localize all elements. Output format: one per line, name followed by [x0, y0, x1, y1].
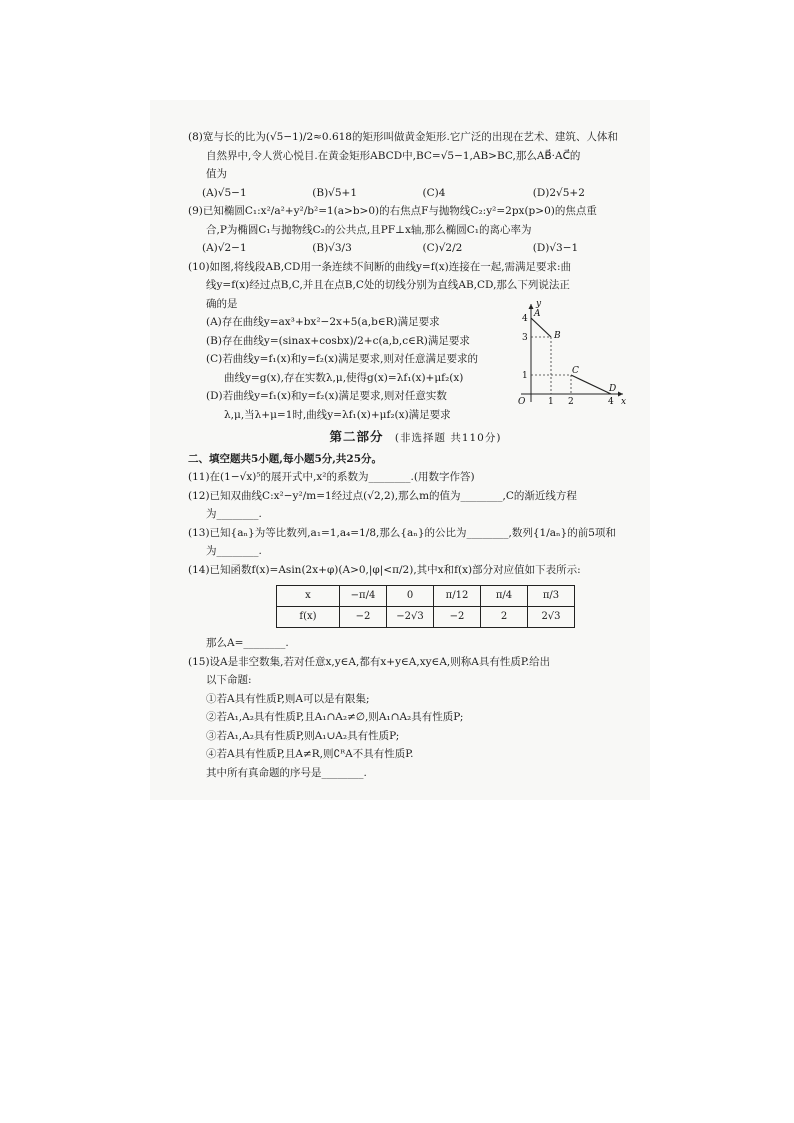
q15-item-2: ②若A₁,A₂具有性质P,且A₁∩A₂≠∅,则A₁∩A₂具有性质P;	[206, 711, 464, 723]
x-tick-2: 2	[568, 396, 574, 407]
question-8	[188, 128, 643, 202]
q10-option-c: (C)若曲线y=f₁(x)和y=f₂(x)满足要求,则对任意满足要求的	[206, 353, 478, 365]
q10-options	[188, 313, 488, 424]
q14-line: (14)已知函数f(x)=Asin(2x+φ)(A>0,|φ|<π/2),其中x和f(x)部分对应值如下表所示:	[188, 563, 581, 576]
table-cell: −2√3	[387, 607, 434, 628]
q9-option-b: (B)√3/3	[312, 242, 352, 254]
part-two-subtitle: (非选择题 共110分)	[394, 432, 502, 444]
table-cell: 2	[481, 607, 528, 628]
q8-option-a: (A)√5−1	[202, 186, 247, 199]
table-cell: 2√3	[528, 607, 575, 628]
q15-line-2: 以下命题:	[206, 674, 252, 686]
q10-line-1: (10)如图,将线段AB,CD用一条连续不间断的曲线y=f(x)连接在一起,需满足要求:曲	[188, 260, 572, 273]
q15-line-1: (15)设A是非空数集,若对任意x,y∈A,都有x+y∈A,xy∈A,则称A具有性质P.给出	[188, 655, 551, 668]
point-b-label: B	[554, 330, 561, 341]
table-row	[277, 607, 575, 628]
q8-line-1: (8)宽与长的比为(√5−1)/2≈0.618的矩形叫做黄金矩形.它广泛的出现在艺术、建筑、人体和	[188, 131, 618, 143]
question-10	[188, 258, 643, 425]
table-row	[277, 586, 575, 607]
q14-answer-line: 那么A=________.	[206, 637, 289, 649]
y-axis-arrow	[529, 304, 534, 309]
segment-cd	[571, 375, 611, 394]
point-a-label: A	[534, 308, 541, 319]
q13-line-2: 为________.	[206, 545, 262, 557]
q13-line-1: (13)已知{aₙ}为等比数列,a₁=1,a₄=1/8,那么{aₙ}的公比为________,数列{1/aₙ}的前5项和	[188, 526, 616, 539]
question-9	[188, 202, 643, 258]
q8-option-c: (C)4	[422, 186, 446, 199]
y-tick-4: 4	[522, 313, 528, 324]
q15-item-1: ①若A具有性质P,则A可以是有限集;	[206, 692, 370, 705]
question-13	[188, 524, 643, 561]
point-c-label: C	[572, 365, 579, 376]
q10-line-2: 线y=f(x)经过点B,C,并且在点B,C处的切线分别为直线AB,CD,那么下列说法正	[206, 279, 570, 291]
x-tick-4: 4	[608, 396, 614, 407]
q10-option-d-cont: λ,μ,当λ+μ=1时,曲线y=λf₁(x)+μf₂(x)满足要求	[224, 408, 451, 421]
table-cell: −2	[434, 607, 481, 628]
table-cell: 0	[387, 586, 434, 607]
exam-page	[188, 128, 643, 782]
q8-options	[188, 184, 643, 203]
table-cell: π/12	[434, 586, 481, 607]
q12-line-2: 为________.	[206, 508, 262, 520]
table-cell: π/4	[481, 586, 528, 607]
x-tick-1: 1	[548, 396, 554, 407]
q10-option-b: (B)存在曲线y=(sinax+cosbx)/2+c(a,b,c∈R)满足要求	[206, 334, 470, 347]
q10-graph	[513, 298, 628, 408]
q9-line-1: (9)已知椭圆C₁:x²/a²+y²/b²=1(a>b>0)的右焦点F与抛物线C₂:y²=2px(p>0)的焦点重	[188, 205, 597, 217]
question-14	[188, 561, 643, 653]
table-cell: −π/4	[340, 586, 387, 607]
q10-option-d: (D)若曲线y=f₁(x)和y=f₂(x)满足要求,则对任意实数	[206, 390, 447, 402]
q10-option-a: (A)存在曲线y=ax³+bx²−2x+5(a,b∈R)满足要求	[206, 316, 440, 328]
q9-option-c: (C)√2/2	[422, 242, 463, 254]
part-two-title: 第二部分	[329, 429, 384, 444]
q10-option-c-cont: 曲线y=g(x),存在实数λ,μ,使得g(x)=λf₁(x)+μf₂(x)	[224, 371, 464, 384]
y-axis-label: y	[536, 298, 542, 309]
y-tick-1: 1	[522, 370, 528, 381]
table-cell: π/3	[528, 586, 575, 607]
section-fill-in: 二、填空题共5小题,每小题5分,共25分。	[188, 452, 383, 465]
q12-line-1: (12)已知双曲线C:x²−y²/m=1经过点(√2,2),那么m的值为________,C的渐近线方程	[188, 489, 577, 502]
q8-option-d: (D)2√5+2	[532, 186, 585, 199]
q14-value-table	[276, 585, 575, 628]
part-two-heading	[188, 428, 643, 448]
q8-line-2: 自然界中,令人赏心悦目.在黄金矩形ABCD中,BC=√5−1,AB>BC,那么AB⃗·AC⃗的	[206, 149, 581, 162]
q8-line-3: 值为	[206, 168, 227, 180]
q15-conclusion: 其中所有真命题的序号是________.	[206, 766, 367, 779]
q9-line-2: 合,P为椭圆C₁与抛物线C₂的公共点,且PF⊥x轴,那么椭圆C₁的离心率为	[206, 223, 532, 236]
q15-item-3: ③若A₁,A₂具有性质P,则A₁∪A₂具有性质P;	[206, 729, 400, 742]
q9-options	[188, 239, 643, 258]
y-tick-3: 3	[522, 332, 528, 343]
question-15	[188, 653, 643, 783]
question-11: (11)在(1−√x)⁵的展开式中,x²的系数为________.(用数字作答)	[188, 471, 475, 483]
question-12	[188, 487, 643, 524]
q10-line-3: 确的是	[206, 297, 238, 310]
q9-option-d: (D)√3−1	[532, 242, 579, 254]
table-head-x: x	[277, 586, 340, 607]
x-axis-arrow	[618, 391, 623, 396]
x-axis-label: x	[621, 396, 627, 407]
origin-label: O	[518, 396, 526, 407]
q9-option-a: (A)√2−1	[202, 242, 247, 254]
table-cell: −2	[340, 607, 387, 628]
segment-ab	[531, 318, 551, 337]
q15-item-4: ④若A具有性质P,且A≠R,则∁ᴿA不具有性质P.	[206, 748, 414, 760]
point-d-label: D	[609, 383, 617, 394]
table-head-fx: f(x)	[277, 607, 340, 628]
q8-option-b: (B)√5+1	[312, 186, 358, 199]
